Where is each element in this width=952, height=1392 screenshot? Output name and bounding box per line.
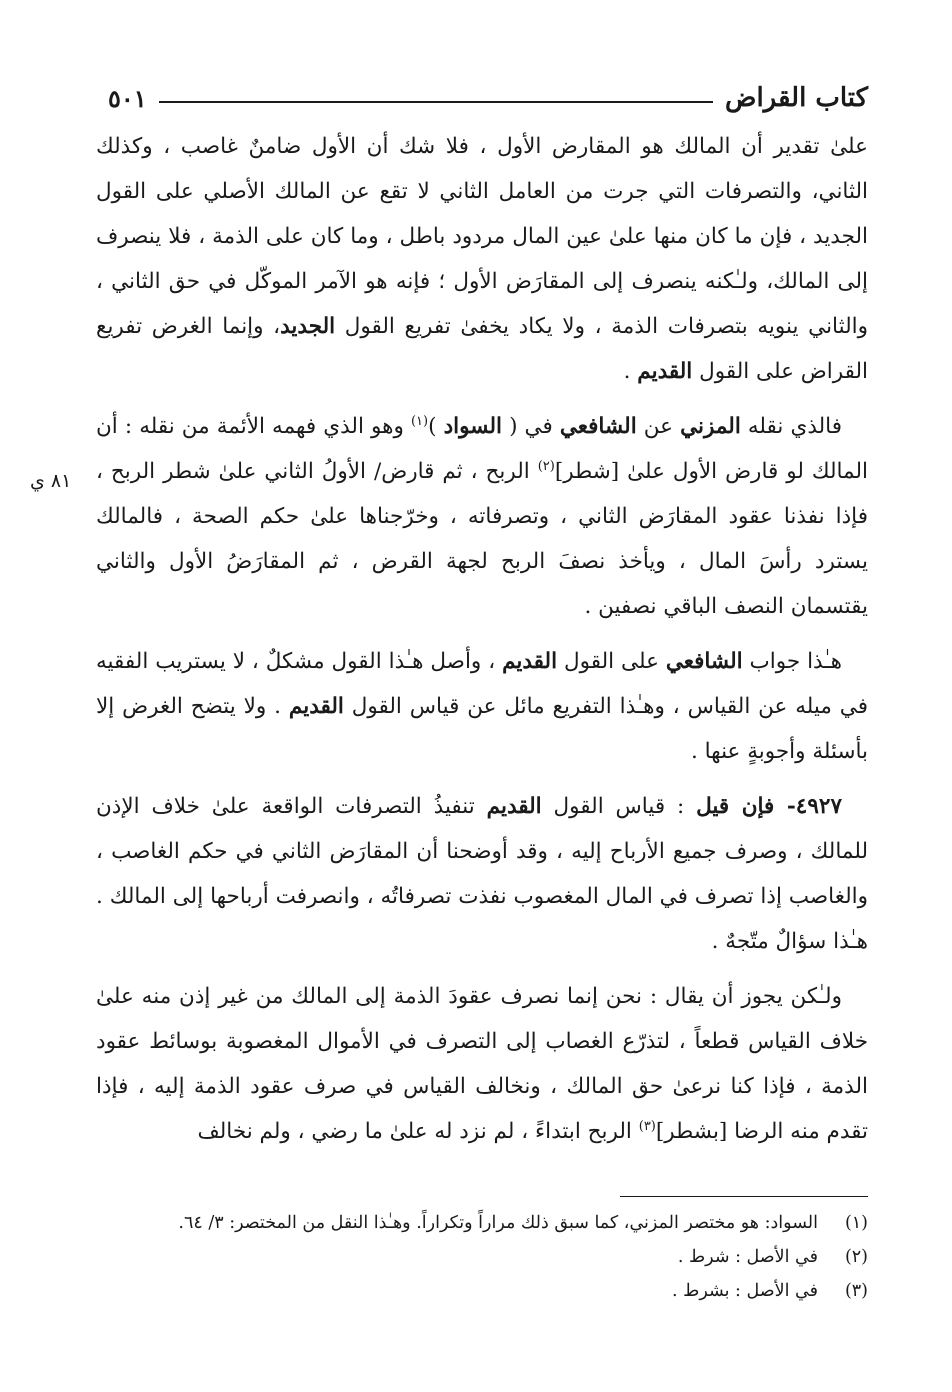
paragraph-5	[96, 974, 868, 1154]
text-run: عن	[636, 414, 681, 439]
main-text	[96, 124, 868, 1154]
header-rule	[159, 101, 713, 103]
text-run: في (	[501, 414, 560, 439]
paragraph-2	[96, 404, 868, 629]
bold-term-qadim: القديم	[486, 794, 542, 819]
text-run: .	[623, 359, 638, 384]
text-run: ، وأصل هـٰذا القول مشكلٌ ، لا يستريب الفقيه في ميله عن القياس ، وهـٰذا التفريع مائل عن قياس القول	[96, 649, 868, 719]
text-run: ، وإنما الغرض تفريع القراض على القول	[96, 314, 868, 384]
bold-name-shafii: الشافعي	[559, 414, 637, 439]
running-header	[108, 78, 868, 118]
text-run: تنفيذُ التصرفات الواقعة علىٰ خلاف الإذن للمالك ، وصرف جميع الأرباح إليه ، وقد أوضحنا أن المقارَض الثاني في حكم الغاصب ، والغاصب إذا تصرف في المال المغصوب نفذت تصرفاتُه ، وانصرفت أرباحها إلى المالك . هـٰذا سؤالٌ متّجهٌ .	[96, 794, 868, 954]
text-run: فالذي نقله	[740, 414, 843, 439]
text-run: ولـٰكن يجوز أن يقال : نحن إنما نصرف عقودَ الذمة إلى المالك من غير إذن منه علىٰ خلاف القياس قطعاً ، لتذرّع الغصاب إلى التصرف في الأموال المغصوبة بوسائط عقود الذمة ، فإذا كنا نرعىٰ حق المالك ، ونخالف القياس في صرف عقود الذمة إليه ، فإذا تقدم منه الرضا [بشطر]	[96, 984, 868, 1144]
footnote-ref-3[interactable]: (٣)	[638, 1118, 656, 1134]
text-run: الربح ، ثم قارض/ الأولُ الثاني علىٰ شطر الربح ، فإذا نفذنا عقود المقارَض الثاني ، وتصرفاته ، وخرّجناها علىٰ حكم الصحة ، فالمالك يسترد رأسَ المال ، ويأخذ نصفَ الربح لجهة القرض ، ثم المقارَضُ الأول والثاني يقتسمان النصف الباقي نصفين .	[96, 459, 868, 619]
text-run: : قياس القول	[541, 794, 697, 819]
text-run: هـٰذا جواب	[742, 649, 842, 674]
footnote-1	[96, 1206, 868, 1240]
footnote-number: (٣)	[844, 1281, 868, 1301]
chapter-title: كتاب القراض	[725, 83, 868, 113]
footnote-number: (٢)	[844, 1247, 868, 1267]
footnote-text: السواد: هو مختصر المزني، كما سبق ذلك مراراً وتكراراً. وهـٰذا النقل من المختصر: ٣/ ٦٤.	[178, 1213, 818, 1233]
paragraph-3	[96, 639, 868, 774]
paragraph-4927	[96, 784, 868, 964]
text-run: )	[428, 414, 444, 439]
text-run: علىٰ تقدير أن المالك هو المقارض الأول ، فلا شك أن الأول ضامنٌ غاصب ، وكذلك الثاني، والتصرفات التي جرت من العامل الثاني لا تقع عن المالك الأصلي على القول الجديد ، فإن ما كان منها علىٰ عين المال مردود باطل ، وما كان على الذمة ، فلا ينصرف إلى المالك، ولـٰكنه ينصرف إلى المقارَض الأول ؛ فإنه هو الآمر الموكّل في حق الثاني ، والثاني ينويه بتصرفات الذمة ، ولا يكاد يخفىٰ تفريع القول	[96, 134, 869, 339]
bold-name-muzani: المزني	[680, 414, 741, 439]
paragraph-1	[96, 124, 868, 394]
text-run: . ولا يتضح الغرض إلا بأسئلة وأجوبةٍ عنها .	[96, 694, 868, 764]
footnote-text: في الأصل : بشرط .	[672, 1281, 818, 1301]
footnote-2	[96, 1240, 868, 1274]
footnote-separator	[620, 1196, 868, 1197]
bold-term-qadim: القديم	[637, 359, 693, 384]
section-number: ٤٩٢٧- فإن قيل	[696, 794, 842, 819]
bold-term-qadim: القديم	[502, 649, 558, 674]
footnote-ref-1[interactable]: (١)	[410, 413, 429, 429]
footnote-3	[96, 1274, 868, 1308]
footnote-ref-2[interactable]: (٢)	[537, 458, 555, 474]
bold-term-sawad: السواد	[443, 414, 502, 439]
footnote-text: في الأصل : شرط .	[677, 1247, 818, 1267]
footnote-number: (١)	[844, 1213, 868, 1233]
bold-term-qadim: القديم	[288, 694, 344, 719]
manuscript-folio-note: ٨١ ي	[30, 470, 72, 492]
bold-term-jadid: الجديد	[280, 314, 336, 339]
bold-name-shafii: الشافعي	[665, 649, 743, 674]
text-run: على القول	[557, 649, 666, 674]
footnotes	[96, 1206, 868, 1308]
text-run: الربح ابتداءً ، لم نزد له علىٰ ما رضي ، ولم نخالف	[197, 1119, 639, 1144]
text-run: وهو الذي فهمه الأئمة من نقله : أن المالك لو قارض الأول علىٰ [شطر]	[96, 414, 868, 484]
page-number: ٥٠١	[108, 83, 147, 113]
